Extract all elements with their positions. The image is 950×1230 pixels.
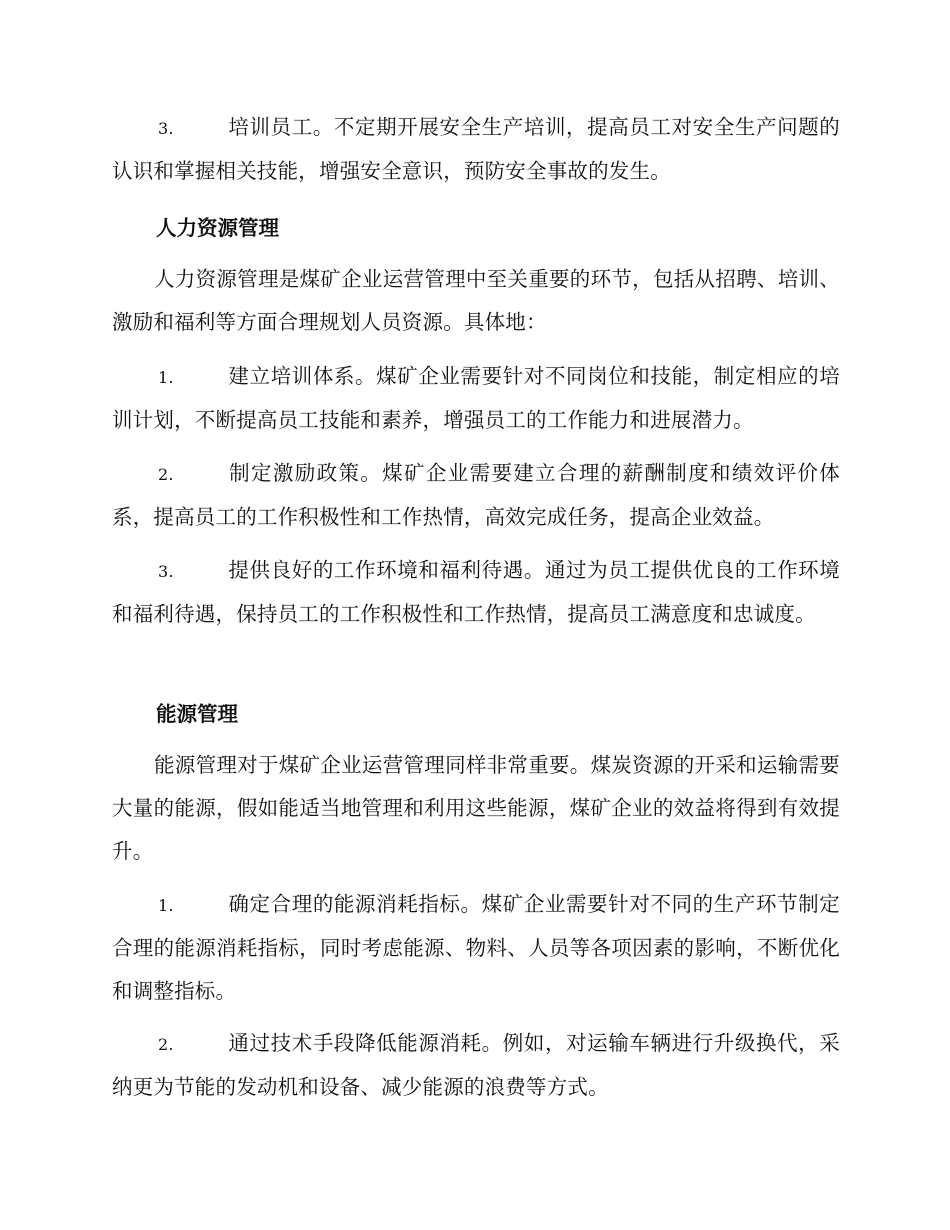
item-text: 培训员工。不定期开展安全生产培训，提高员工对安全生产问题的认识和掌握相关技能，增强安全意识，预防安全事故的发生。 xyxy=(112,115,840,183)
item-text: 确定合理的能源消耗指标。煤矿企业需要针对不同的生产环节制定合理的能源消耗指标，同时考虑能源、物料、人员等各项因素的影响，不断优化和调整指标。 xyxy=(112,892,840,1003)
list-item xyxy=(112,452,840,539)
item-number: 2. xyxy=(158,1035,174,1054)
item-number: 2. xyxy=(158,465,174,484)
item-text: 通过技术手段降低能源消耗。例如，对运输车辆进行升级换代，采纳更为节能的发动机和设备、减少能源的浪费等方式。 xyxy=(112,1031,840,1099)
item-number: 3. xyxy=(158,562,174,581)
list-item xyxy=(112,106,840,193)
list-item xyxy=(112,883,840,1013)
item-number: 1. xyxy=(158,896,174,915)
list-item xyxy=(112,549,840,636)
section-heading-energy: 能源管理 xyxy=(156,702,238,726)
list-item xyxy=(112,355,840,442)
item-number: 3. xyxy=(158,119,174,138)
item-text: 提供良好的工作环境和福利待遇。通过为员工提供优良的工作环境和福利待遇，保持员工的工作积极性和工作热情，提高员工满意度和忠诚度。 xyxy=(112,558,840,626)
item-text: 制定激励政策。煤矿企业需要建立合理的薪酬制度和绩效评价体系，提高员工的工作积极性和工作热情，高效完成任务，提高企业效益。 xyxy=(112,461,840,529)
item-number: 1. xyxy=(158,368,174,387)
energy-intro-paragraph: 能源管理对于煤矿企业运营管理同样非常重要。煤炭资源的开采和运输需要大量的能源，假如能适当地管理和利用这些能源，煤矿企业的效益将得到有效提升。 xyxy=(112,753,840,863)
list-item xyxy=(112,1022,840,1109)
hr-intro-paragraph: 人力资源管理是煤矿企业运营管理中至关重要的环节，包括从招聘、培训、激励和福利等方面合理规划人员资源。具体地： xyxy=(112,267,840,334)
section-heading-hr: 人力资源管理 xyxy=(156,216,279,240)
item-text: 建立培训体系。煤矿企业需要针对不同岗位和技能，制定相应的培训计划，不断提高员工技能和素养，增强员工的工作能力和进展潜力。 xyxy=(112,364,840,432)
